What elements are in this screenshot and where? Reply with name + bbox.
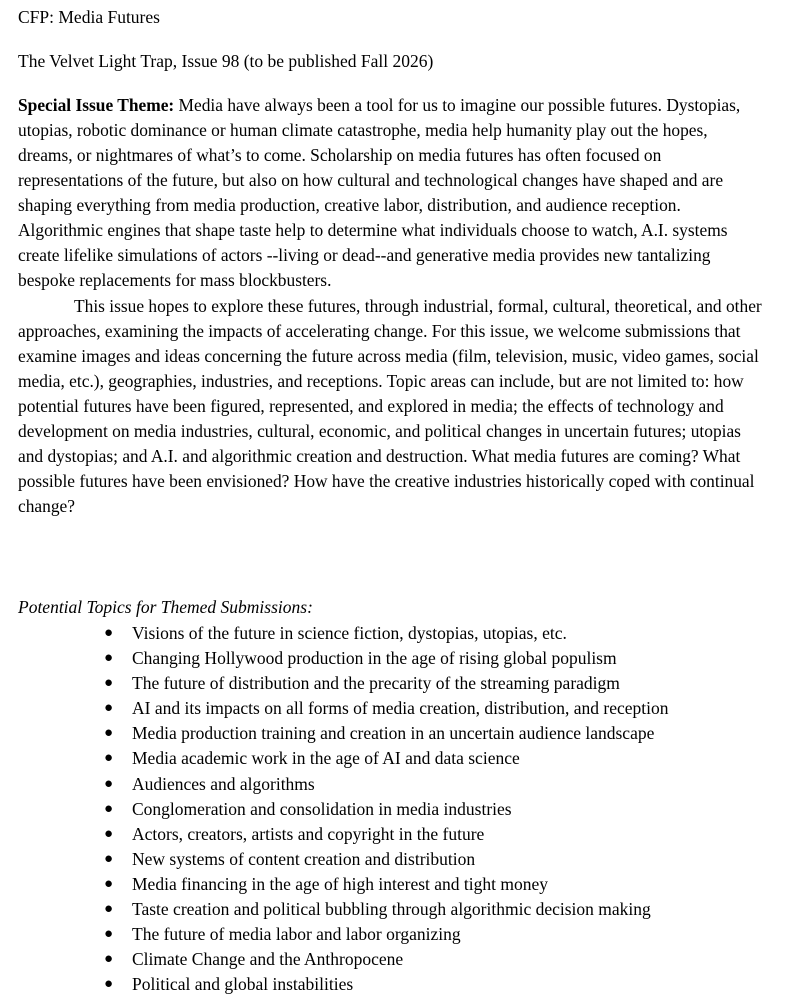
- list-item: [0, 621, 803, 646]
- topic-text: New systems of content creation and distribution: [132, 848, 476, 869]
- bullet-icon: ●: [104, 625, 114, 641]
- bullet-icon: ●: [104, 700, 114, 717]
- bullet-icon: ●: [104, 850, 114, 867]
- bullet-icon: ●: [104, 875, 114, 892]
- list-item: [0, 922, 803, 947]
- topic-text: Audiences and algorithms: [132, 773, 315, 794]
- bullet-icon: ●: [104, 901, 114, 918]
- list-item: [0, 646, 803, 671]
- topic-text: Conglomeration and consolidation in media industries: [132, 798, 512, 819]
- document-subtitle: The Velvet Light Trap, Issue 98 (to be published Fall 2026): [18, 51, 434, 71]
- bullet-icon: ●: [104, 775, 114, 792]
- topic-text: The future of media labor and labor organizing: [132, 924, 461, 945]
- list-item: [0, 772, 803, 797]
- list-item: [0, 872, 803, 897]
- topic-text: Changing Hollywood production in the age of rising global populism: [132, 648, 617, 669]
- list-item: [0, 797, 803, 822]
- bullet-icon: ●: [104, 800, 114, 817]
- topic-text: Media financing in the age of high interest and tight money: [132, 873, 549, 894]
- bullet-icon: ●: [104, 926, 114, 943]
- bullet-icon: ●: [104, 951, 114, 968]
- list-item: [0, 746, 803, 771]
- theme-paragraph: [18, 93, 762, 293]
- list-item: [0, 972, 803, 997]
- list-item: [0, 696, 803, 721]
- topic-text: Climate Change and the Anthropocene: [132, 949, 404, 970]
- topic-text: Actors, creators, artists and copyright in the future: [132, 823, 485, 844]
- topic-text: Media production training and creation in an uncertain audience landscape: [132, 723, 655, 744]
- topic-text: Visions of the future in science fiction, dystopias, utopias, etc.: [132, 623, 567, 643]
- topic-list: [0, 621, 803, 997]
- bullet-icon: ●: [104, 650, 114, 667]
- topic-text: Political and global instabilities: [132, 974, 354, 995]
- document-title: CFP: Media Futures: [18, 7, 160, 27]
- theme-label: Special Issue Theme:: [18, 95, 175, 115]
- topic-text: Media academic work in the age of AI and data science: [132, 748, 520, 769]
- topic-text: Taste creation and political bubbling through algorithmic decision making: [132, 899, 651, 920]
- topic-text: The future of distribution and the precarity of the streaming paradigm: [132, 673, 620, 694]
- bullet-icon: ●: [104, 750, 114, 767]
- topic-text: AI and its impacts on all forms of media creation, distribution, and reception: [132, 698, 669, 719]
- list-item: [0, 671, 803, 696]
- list-item: [0, 847, 803, 872]
- list-item: [0, 897, 803, 922]
- second-paragraph: This issue hopes to explore these futures, through industrial, formal, cultural, theoretical, and other approaches, examining the impacts of accelerating change. For this issue, we welcome submissions that examine images and ideas concerning the future across media (film, television, music, video games, social media, etc.), geographies, industries, and receptions. Topic areas can include, but are not limited to: how potential futures have been figured, represented, and explored in media; the effects of technology and development on media industries, cultural, economic, and political changes in uncertain futures; utopias and dystopias; and A.I. and algorithmic creation and destruction. What media futures are coming? What possible futures have been envisioned? How have the creative industries historically coped with continual change?: [18, 296, 762, 516]
- list-item: [0, 822, 803, 847]
- bullet-icon: ●: [104, 675, 114, 692]
- list-item: [0, 947, 803, 972]
- topics-heading: Potential Topics for Themed Submissions:: [18, 597, 313, 617]
- list-item: [0, 721, 803, 746]
- theme-paragraph-text: Media have always been a tool for us to imagine our possible futures. Dystopias, utopias, robotic dominance or human climate catastrophe, media help humanity play out the hopes, dreams, or nightmares of what’s to come. Scholarship on media futures has often focused on representations of the future, but also on how cultural and technological changes have shaped and are shaping everything from media production, creative labor, distribution, and audience reception. Algorithmic engines that shape taste help to determine what individuals choose to watch, A.I. systems create lifelike simulations of actors --living or dead--and generative media provides new tantalizing bespoke replacements for mass blockbusters.: [18, 95, 741, 290]
- bullet-icon: ●: [104, 976, 114, 993]
- bullet-icon: ●: [104, 825, 114, 842]
- bullet-icon: ●: [104, 725, 114, 742]
